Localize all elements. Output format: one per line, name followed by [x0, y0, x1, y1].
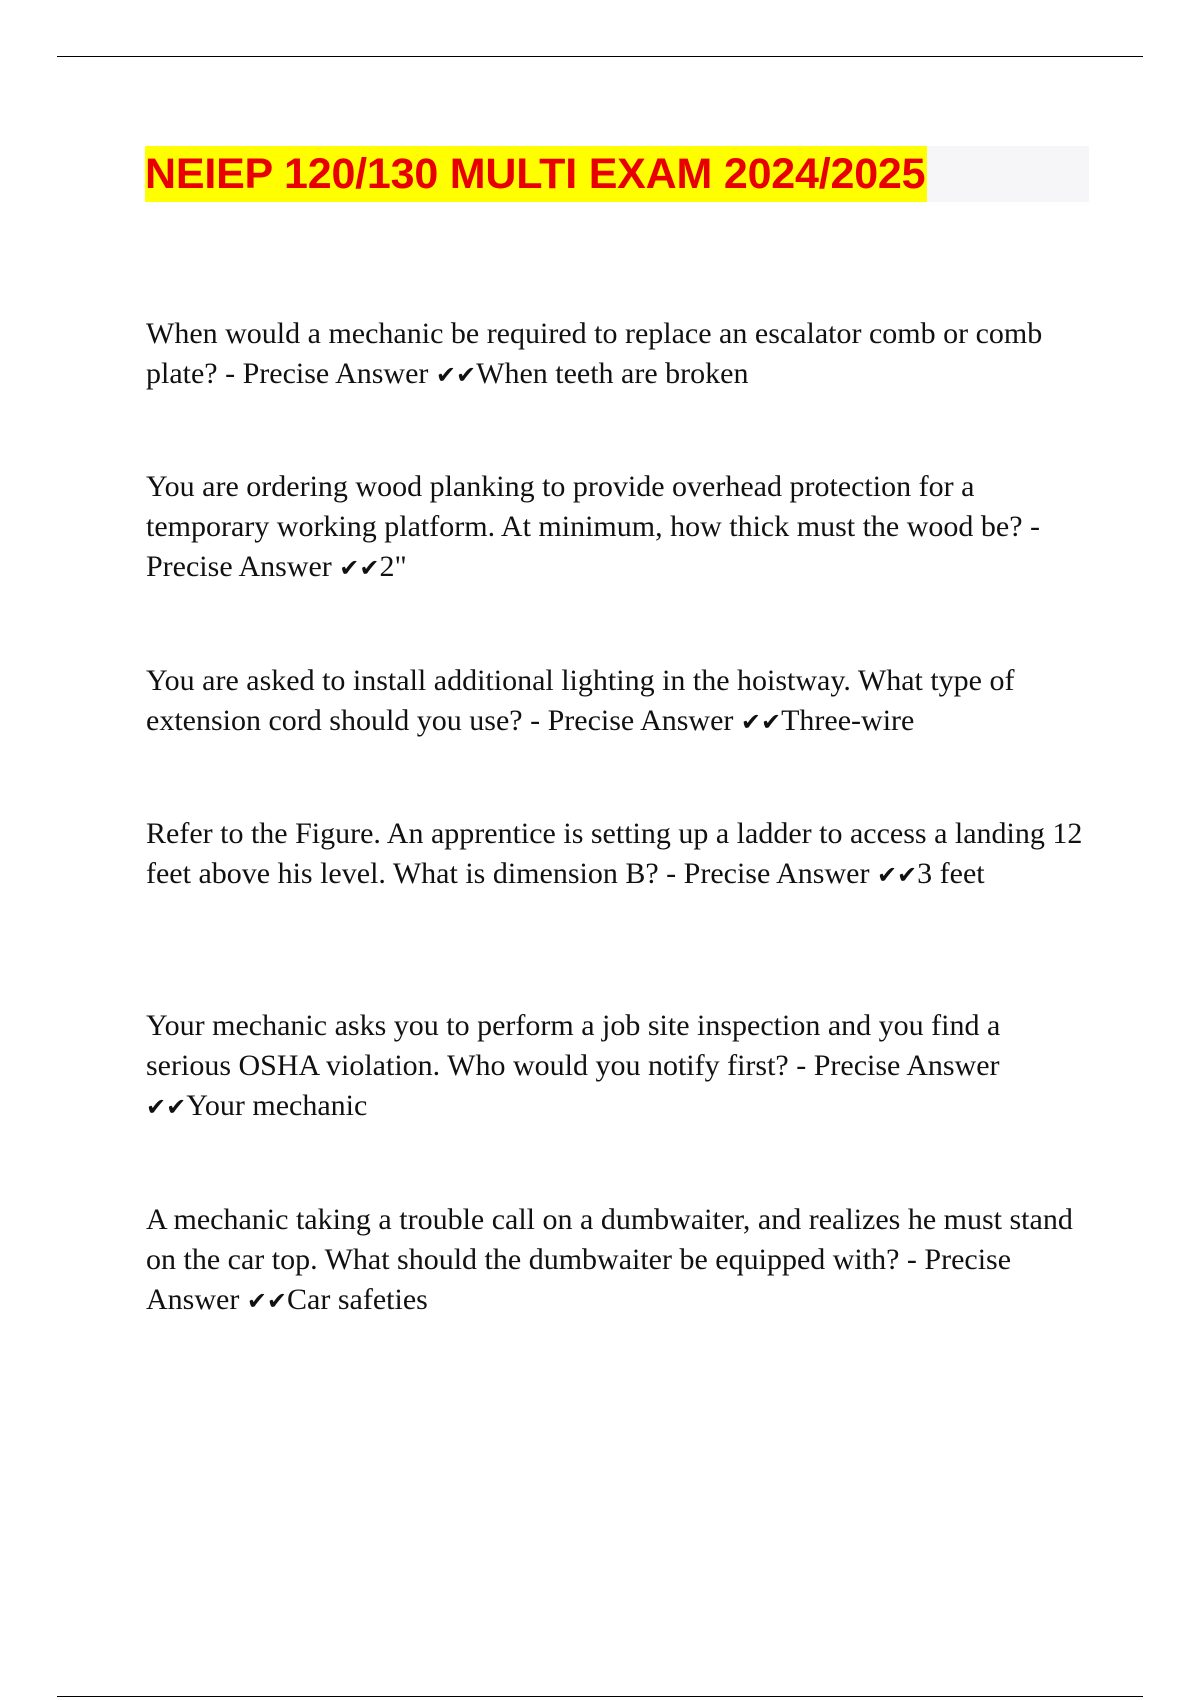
footer-rule [57, 1696, 1143, 1697]
check-mark-icon: ✔✔ [435, 361, 477, 389]
question-text: A mechanic taking a trouble call on a dumbwaiter, and realizes he must stand on the car top. What should the dumbwaiter be equipped with? [146, 1203, 1073, 1276]
qa-item-5 [146, 1006, 1091, 1127]
answer-prefix: - Precise Answer [666, 857, 870, 890]
question-text: Your mechanic asks you to perform a job site inspection and you find a serious OSHA violation. Who would you notify first? [146, 1009, 1001, 1082]
answer-prefix: - Precise Answer [146, 510, 1041, 583]
question-text: Refer to the Figure. An apprentice is setting up a ladder to access a landing 12 feet above his level. What is dimension B? [146, 817, 1083, 890]
header-rule [57, 56, 1143, 57]
check-mark-icon: ✔✔ [740, 708, 782, 736]
answer-prefix: - Precise Answer [796, 1049, 1000, 1082]
qa-item-2 [146, 467, 1091, 588]
document-title: NEIEP 120/130 MULTI EXAM 2024/2025 [145, 146, 927, 202]
qa-item-1 [146, 314, 1091, 395]
question-text: When would a mechanic be required to replace an escalator comb or comb plate? [146, 317, 1043, 390]
answer-text: When teeth are broken [476, 357, 749, 390]
answer-text: Car safeties [287, 1283, 428, 1316]
answer-prefix: - Precise Answer [225, 357, 429, 390]
check-mark-icon: ✔✔ [146, 1093, 187, 1121]
question-text: You are ordering wood planking to provide overhead protection for a temporary working platform. At minimum, how thick must the wood be? [146, 470, 1023, 543]
check-mark-icon: ✔✔ [339, 554, 380, 582]
qa-item-4 [146, 814, 1091, 895]
answer-text: 3 feet [917, 857, 985, 890]
check-mark-icon: ✔✔ [246, 1287, 288, 1315]
qa-item-3 [146, 661, 1091, 742]
answer-text: Your mechanic [186, 1089, 368, 1122]
title-block [145, 146, 1089, 202]
answer-prefix: - Precise Answer [530, 704, 734, 737]
question-text: You are asked to install additional lighting in the hoistway. What type of extension cord should you use? [146, 664, 1015, 737]
answer-text: 2" [379, 550, 407, 583]
answer-prefix: - Precise Answer [146, 1243, 1012, 1316]
check-mark-icon: ✔✔ [876, 861, 918, 889]
answer-text: Three-wire [781, 704, 915, 737]
qa-item-6 [146, 1200, 1091, 1321]
